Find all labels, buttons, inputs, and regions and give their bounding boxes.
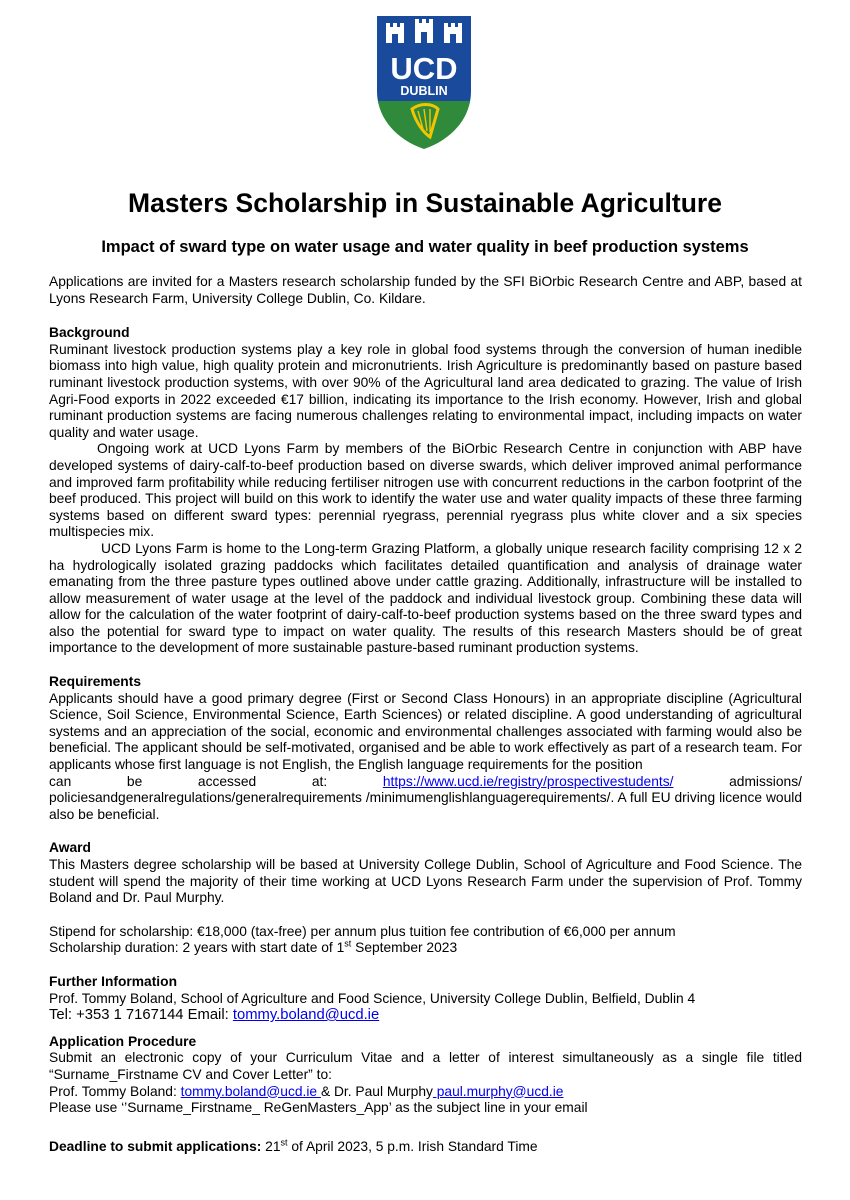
deadline-rest: of April 2023, 5 p.m. Irish Standard Time	[287, 1138, 538, 1154]
procedure-section	[49, 1034, 802, 1117]
deadline-sup: st	[280, 1137, 288, 1148]
background-paragraph-1: Ruminant livestock production systems play a key role in global food systems through the conversion of human inedible biomass into high value, high quality protein and micronutrients. Irish Agriculture is predominantly based on pasture based ruminant livestock production systems, with over 90% of the Agricultural land area dedicated to grazing. The value of Irish Agri-Food exports in 2022 exceeded €17 billion, indicating its importance to the Irish economy. However, Irish and global ruminant production systems are facing numerous challenges relating to environmental impact, including impacts on water quality and water usage.	[49, 341, 802, 440]
background-paragraph-3: UCD Lyons Farm is home to the Long-term Grazing Platform, a globally unique research facility comprising 12 x 2 ha hydrologically isolated grazing paddocks which facilitates detailed quantification and analysis of drainage water emanating from the three pasture types outlined above under cattle grazing. Additionally, infrastructure will be installed to allow measurement of water usage at the level of the paddock and individual livestock group. Combining these data will allow for the calculation of the water footprint of dairy-calf-to-beef production systems based on the three sward types and also the potential for sward type to impact on water quality. The results of this research Masters should be of great importance to the development of more sustainable pasture-based ruminant production systems.	[49, 540, 802, 656]
procedure-contact-mid: & Dr. Paul Murphy	[320, 1083, 433, 1099]
procedure-heading: Application Procedure	[49, 1033, 197, 1049]
word-be: be	[126, 773, 143, 789]
document-body	[49, 274, 802, 1155]
requirements-link-line	[49, 774, 802, 791]
duration-sup: st	[344, 938, 352, 949]
word-accessed: accessed	[197, 773, 257, 789]
deadline-day: 21	[261, 1138, 281, 1154]
requirements-section	[49, 674, 802, 823]
email-link-boland-2[interactable]: tommy.boland@ucd.ie	[180, 1083, 321, 1099]
award-section	[49, 840, 802, 957]
duration-prefix: Scholarship duration: 2 years with start date of 1	[49, 940, 345, 956]
email-link-murphy[interactable]: paul.murphy@ucd.ie	[432, 1083, 564, 1099]
registry-link[interactable]: https://www.ucd.ie/registry/prospectivestudents/	[382, 773, 674, 789]
page-subtitle: Impact of sward type on water usage and water quality in beef production systems	[101, 238, 749, 256]
duration-line	[49, 940, 802, 957]
intro-paragraph: Applications are invited for a Masters research scholarship funded by the SFI BiOrbic Research Centre and ABP, based at Lyons Research Farm, University College Dublin, Co. Kildare.	[49, 274, 802, 306]
deadline-label: Deadline to submit applications:	[49, 1138, 262, 1154]
word-can: can	[49, 773, 72, 789]
procedure-paragraph: Submit an electronic copy of your Curriculum Vitae and a letter of interest simultaneously as a single file titled “Surname_Firstname CV and Cover Letter” to:	[49, 1050, 802, 1082]
procedure-contacts	[49, 1084, 802, 1101]
requirements-paragraph	[49, 691, 802, 774]
page-title: Masters Scholarship in Sustainable Agriculture	[128, 188, 722, 218]
logo-dublin-text: DUBLIN	[400, 84, 448, 98]
word-admissions: admissions/	[729, 773, 802, 789]
word-at: at:	[311, 773, 328, 789]
further-info-heading: Further Information	[49, 973, 177, 989]
requirements-heading: Requirements	[49, 674, 142, 690]
requirements-tail: policiesandgeneralregulations/generalrequirements /minimumenglishlanguagerequirements/. A full EU driving licence would also be beneficial.	[49, 790, 802, 822]
email-link-boland[interactable]: tommy.boland@ucd.ie	[232, 1007, 380, 1024]
background-paragraph-2: Ongoing work at UCD Lyons Farm by members of the BiOrbic Research Centre in conjunction with ABP have developed systems of dairy-calf-to-beef production based on diverse swards, which deliver improved animal performance and improved farm profitability while reducing fertiliser nitrogen use with concurrent reductions in the carbon footprint of the beef produced. This project will build on this work to identify the water use and water quality impacts of these three farming systems based on different sward types: perennial ryegrass, perennial ryegrass plus white clover and a six species multispecies mix.	[49, 441, 802, 540]
further-info-section	[49, 974, 802, 1024]
stipend-line: Stipend for scholarship: €18,000 (tax-free) per annum plus tuition fee contribution of €6,000 per annum	[49, 923, 676, 939]
award-heading: Award	[49, 840, 91, 856]
tel-text: Tel: +353 1 7167144 Email:	[49, 1007, 233, 1024]
award-paragraph: This Masters degree scholarship will be based at University College Dublin, School of Agriculture and Food Science. The student will spend the majority of their time working at UCD Lyons Research Farm under the supervision of Prof. Tommy Boland and Dr. Paul Murphy.	[49, 857, 802, 906]
deadline-line	[49, 1139, 802, 1156]
procedure-contact-prefix: Prof. Tommy Boland:	[49, 1083, 181, 1099]
subject-line: Please use ‘’Surname_Firstname_ ReGenMasters_App’ as the subject line in your email	[49, 1100, 588, 1116]
requirements-text: Applicants should have a good primary degree (First or Second Class Honours) in an appropriate discipline (Agricultural Science, Soil Science, Environmental Science, Earth Sciences) or related discipline. A good understanding of agricultural systems and an appreciation of the social, economic and environmental challenges associated with farming would also be beneficial. The applicant should be self-motivated, organised and be able to work effectively as part of a research team. For applicants whose first language is not English, the English language requirements for the position	[49, 690, 802, 773]
ucd-logo	[374, 13, 474, 151]
background-section	[49, 325, 802, 657]
tel-email-line	[49, 1007, 802, 1024]
logo-ucd-text: UCD	[390, 51, 458, 86]
duration-suffix: September 2023	[351, 940, 458, 956]
contact-line: Prof. Tommy Boland, School of Agriculture and Food Science, University College Dublin, Belfield, Dublin 4	[49, 990, 696, 1006]
background-heading: Background	[49, 325, 130, 341]
